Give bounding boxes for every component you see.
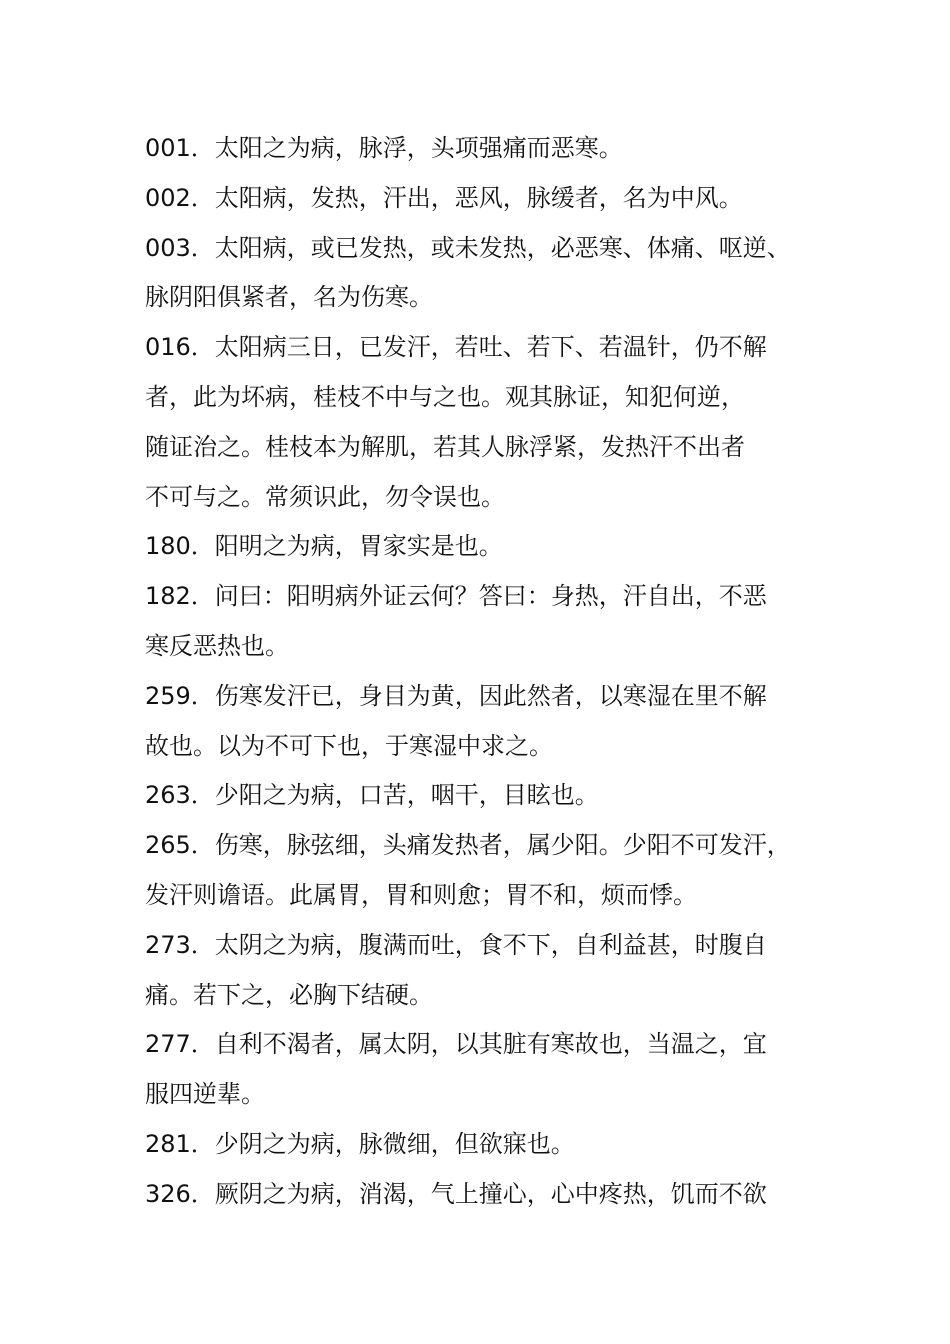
text-line: 故也。以为不可下也，于寒湿中求之。 (145, 731, 553, 760)
text-line: 不可与之。常须识此，勿令误也。 (145, 482, 505, 511)
text-line: 脉阴阳俱紧者，名为伤寒。 (145, 283, 433, 312)
text-line: 随证治之。桂枝本为解肌，若其人脉浮紧，发热汗不出者 (145, 432, 745, 461)
text-line: 016．太阳病三日，已发汗，若吐、若下、若温针，仍不解 (145, 333, 767, 362)
text-line: 263．少阳之为病，口苦，咽干，目眩也。 (145, 781, 599, 810)
text-line: 265．伤寒，脉弦细，头痛发热者，属少阳。少阳不可发汗， (145, 831, 791, 860)
text-line: 001．太阳之为病，脉浮，头项强痛而恶寒。 (145, 134, 623, 162)
text-line: 273．太阴之为病，腹满而吐，食不下，自利益甚，时腹自 (145, 930, 767, 959)
text-line: 259．伤寒发汗已，身目为黄，因此然者，以寒湿在里不解 (145, 681, 767, 710)
text-line: 发汗则谵语。此属胃，胃和则愈；胃不和，烦而悸。 (145, 880, 697, 909)
document-page (145, 124, 835, 1220)
text-line: 服四逆辈。 (145, 1080, 265, 1109)
text-line: 002．太阳病，发热，汗出，恶风，脉缓者，名为中风。 (145, 183, 743, 212)
text-line: 180．阳明之为病，胃家实是也。 (145, 532, 503, 561)
text-line: 277．自利不渴者，属太阴，以其脏有寒故也，当温之，宜 (145, 1030, 767, 1059)
text-line: 281．少阴之为病，脉微细，但欲寐也。 (145, 1129, 575, 1158)
text-line: 326．厥阴之为病，消渴，气上撞心，心中疼热，饥而不欲 (145, 1179, 767, 1208)
text-line: 003．太阳病，或已发热，或未发热，必恶寒、体痛、呕逆、 (145, 233, 791, 262)
text-line: 182．问曰：阳明病外证云何？答曰：身热，汗自出，不恶 (145, 582, 767, 611)
text-line: 痛。若下之，必胸下结硬。 (145, 980, 433, 1009)
text-line: 寒反恶热也。 (145, 631, 289, 660)
text-line: 者，此为坏病，桂枝不中与之也。观其脉证，知犯何逆， (145, 382, 745, 411)
